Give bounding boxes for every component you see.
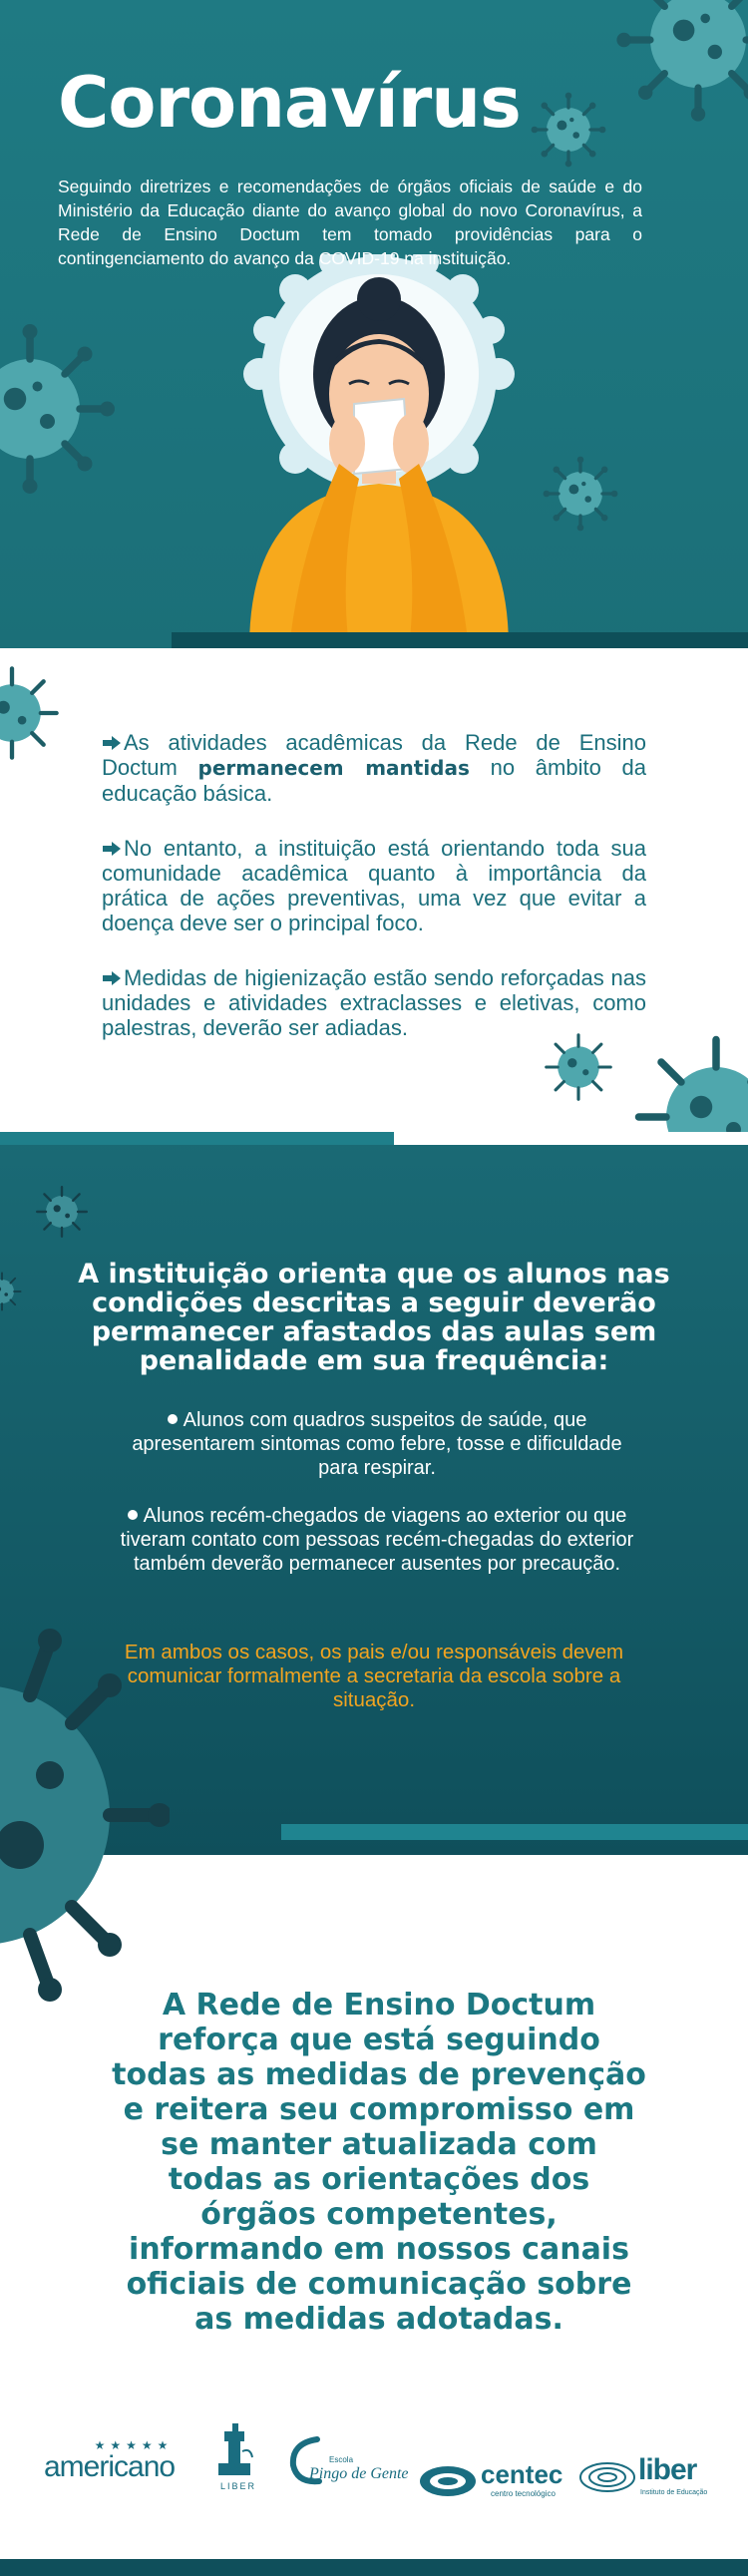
bullet-dot-icon — [168, 1414, 178, 1424]
logo-text: LIBER — [219, 2481, 256, 2491]
centec-logo — [419, 2459, 568, 2503]
logo-text: americano — [44, 2450, 176, 2483]
liber-tower-logo — [213, 2421, 263, 2493]
centec-emblem-icon — [419, 2465, 477, 2497]
logo-text: Escola — [329, 2455, 354, 2464]
orientation-item — [118, 1504, 636, 1576]
bullet-text: As atividades acadêmicas da Rede de Ensino Doctum — [102, 730, 646, 780]
logo-text: Instituto de Educação — [640, 2489, 708, 2496]
liber-logo — [578, 2455, 728, 2505]
orientation-item — [118, 1408, 636, 1480]
orientation-item-text: Alunos recém-chegados de viagens ao exterior ou que tiveram contato com pessoas recém-chegadas do exterior também deverão permanecer ausentes por precaução. — [120, 1505, 634, 1575]
bullet-dot-icon — [128, 1510, 138, 1520]
bullet-text: no âmbito da educação básica. — [102, 755, 646, 806]
pingo-de-gente-logo — [287, 2433, 407, 2493]
logo-text: liber — [638, 2453, 697, 2486]
americano-logo — [44, 2438, 193, 2498]
page-title: Coronavírus — [58, 62, 521, 144]
orientation-heading: A instituição orienta que os alunos nas condições descritas a seguir deverão permanecer afastados das aulas sem penalidade em sua frequência: — [78, 1259, 670, 1376]
divider-strip — [281, 1824, 748, 1840]
arrow-right-icon — [102, 966, 122, 982]
bullet-text: No entanto, a instituição está orientando toda sua comunidade acadêmica quanto à importância da prática de ações preventivas, uma vez que evitar a doença deve ser o principal foco. — [102, 836, 646, 935]
footer-strip — [0, 2559, 748, 2576]
logo-text: Pingo de Gente — [309, 2465, 409, 2482]
divider-strip — [0, 1132, 394, 1145]
bullet-item — [102, 730, 646, 806]
arrow-right-icon — [102, 837, 122, 853]
tower-icon — [218, 2421, 258, 2477]
intro-paragraph: Seguindo diretrizes e recomendações de órgãos oficiais de saúde e do Ministério da Educação diante do avanço global do novo Coronavírus, a Rede de Ensino Doctum tem tomado providências para o contingenciamento do avanço da COVID-19 na instituição. — [58, 177, 642, 268]
virus-icon — [0, 1576, 170, 2044]
logo-text: centro tecnológico — [491, 2489, 556, 2498]
orientation-item-text: Alunos com quadros suspeitos de saúde, que apresentarem sintomas como febre, tosse e dificuldade para respirar. — [132, 1409, 622, 1479]
bullet-item — [102, 836, 646, 935]
bullet-text: Medidas de higienização estão sendo reforçadas nas unidades e atividades extraclasses e eletivas, como palestras, deverão ser adiadas. — [102, 965, 646, 1040]
stars-icon: ★★★★★ — [94, 2438, 174, 2452]
orientation-note: Em ambos os casos, os pais e/ou responsáveis devem comunicar formalmente a secretaria da escola sobre a situação. — [124, 1641, 624, 1711]
divider-strip — [394, 1132, 748, 1145]
sneezing-woman-illustration — [229, 254, 529, 648]
info-bullets — [102, 730, 646, 1070]
bullet-bold-text: permanecem mantidas — [197, 756, 470, 780]
logo-text: centec — [481, 2459, 563, 2489]
arrow-right-icon — [102, 731, 122, 747]
bullet-item — [102, 965, 646, 1040]
closing-statement: A Rede de Ensino Doctum reforça que está seguindo todas as medidas de prevenção e reitera seu compromisso em se manter atualizada com todas as orientações dos órgãos competentes, informando em nossos canais oficiais de comunicação sobre as medidas adotadas. — [112, 1988, 646, 2337]
liber-emblem-icon — [578, 2461, 636, 2493]
